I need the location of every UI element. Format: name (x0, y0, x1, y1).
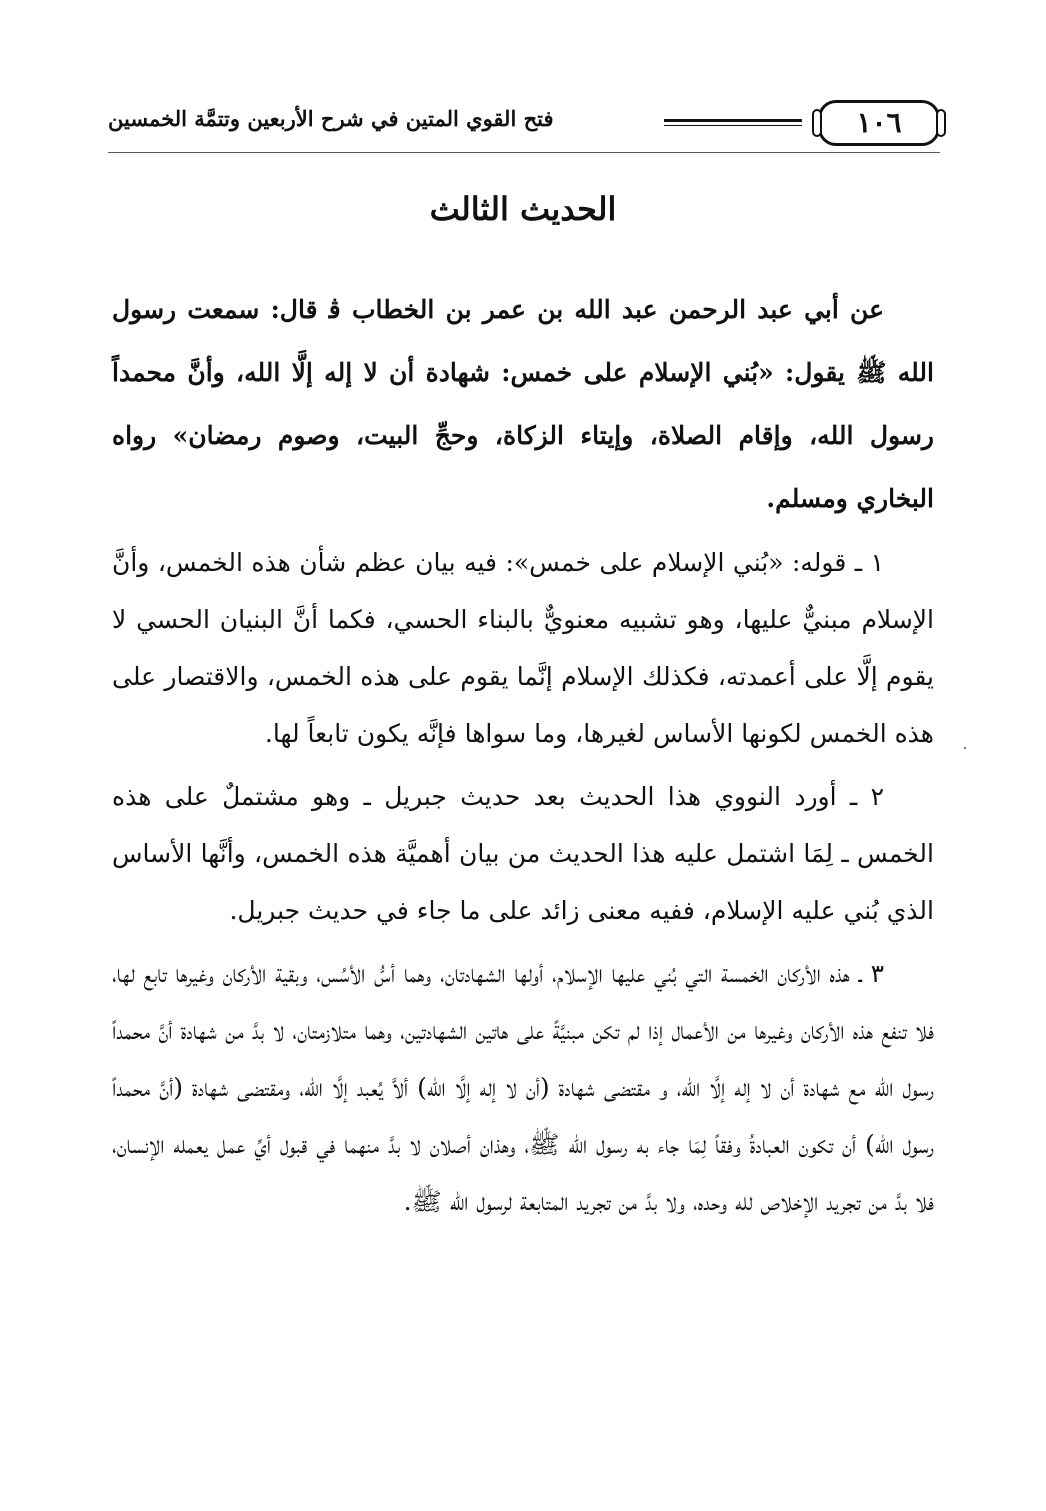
commentary-text: هذه الأركان الخمسة التي بُني عليها الإسلام، أولها الشهادتان، وهما أسُّ الأسُس، وبقية الأركان وغيرها تابع لها، فلا تنفع هذه الأركان وغيرها من الأعمال إذا لم تكن مبنيَّةً على هاتين الشهادتين، وهما متلازمتان، لا بدَّ من شهادة أنَّ محمداً رسول الله مع شهادة أن لا إله إلَّا الله، و مقتضى شهادة (أن لا إله إلَّا الله) ألاَّ يُعبد إلَّا الله، ومقتضى شهادة (أنَّ محمداً رسول الله) أن تكون العبادةُ وفقاً لِمَا جاء به رسول الله ﷺ، وهذان أصلان لا بدَّ منهما في قبول أيِّ عمل يعمله الإنسان، فلا بدَّ من تجريد الإخلاص لله وحده، ولا بدَّ من تجريد المتابعة لرسول الله ﷺ. (112, 959, 934, 1216)
hadith-text: عن أبي عبد الرحمن عبد الله بن عمر بن الخطاب ﭬ قال: سمعت رسول الله ﷺ يقول: «بُني الإسلام على خمس: شهادة أن لا إله إلَّا الله، وأنَّ محمداً رسول الله، وإقام الصلاة، وإيتاء الزكاة، وحجِّ البيت، وصوم رمضان» رواه البخاري ومسلم. (112, 295, 934, 513)
book-title: فتح القوي المتين في شرح الأربعين وتتمَّة الخمسين (108, 106, 554, 131)
header-divider (108, 152, 940, 153)
commentary-number: ٣ ـ (858, 959, 885, 988)
commentary-number: ٢ ـ (849, 782, 884, 811)
commentary-paragraph-1 (112, 534, 934, 762)
section-title: الحديث الثالث (429, 190, 617, 228)
commentary-text: أورد النووي هذا الحديث بعد حديث جبريل ـ وهو مشتملٌ على هذه الخمس ـ لِمَا اشتمل عليه هذا الحديث من بيان أهميَّة هذه الخمس، وأنَّها الأساس الذي بُني عليه الإسلام، ففيه معنى زائد على ما جاء في حديث جبريل. (112, 782, 934, 925)
commentary-text: قوله: «بُني الإسلام على خمس»: فيه بيان عظم شأن هذه الخمس، وأنَّ الإسلام مبنيٌّ عليها، وهو تشبيه معنويٌّ بالبناء الحسي، فكما أنَّ البنيان الحسي لا يقوم إلَّا على أعمدته، فكذلك الإسلام إنَّما يقوم على هذه الخمس، والاقتصار على هذه الخمس لكونها الأساس لغيرها، وما سواها فإنَّه يكون تابعاً لها. (112, 548, 934, 748)
page-body (112, 278, 934, 1236)
page-number-frame (818, 100, 940, 146)
commentary-paragraph-2 (112, 768, 934, 939)
running-header (108, 92, 940, 162)
commentary-number: ١ ـ (854, 548, 884, 577)
commentary-paragraph-3 (112, 945, 934, 1230)
header-ornament-rule (664, 119, 802, 122)
scan-speck (964, 747, 966, 749)
page-number: ١٠٦ (856, 106, 902, 139)
